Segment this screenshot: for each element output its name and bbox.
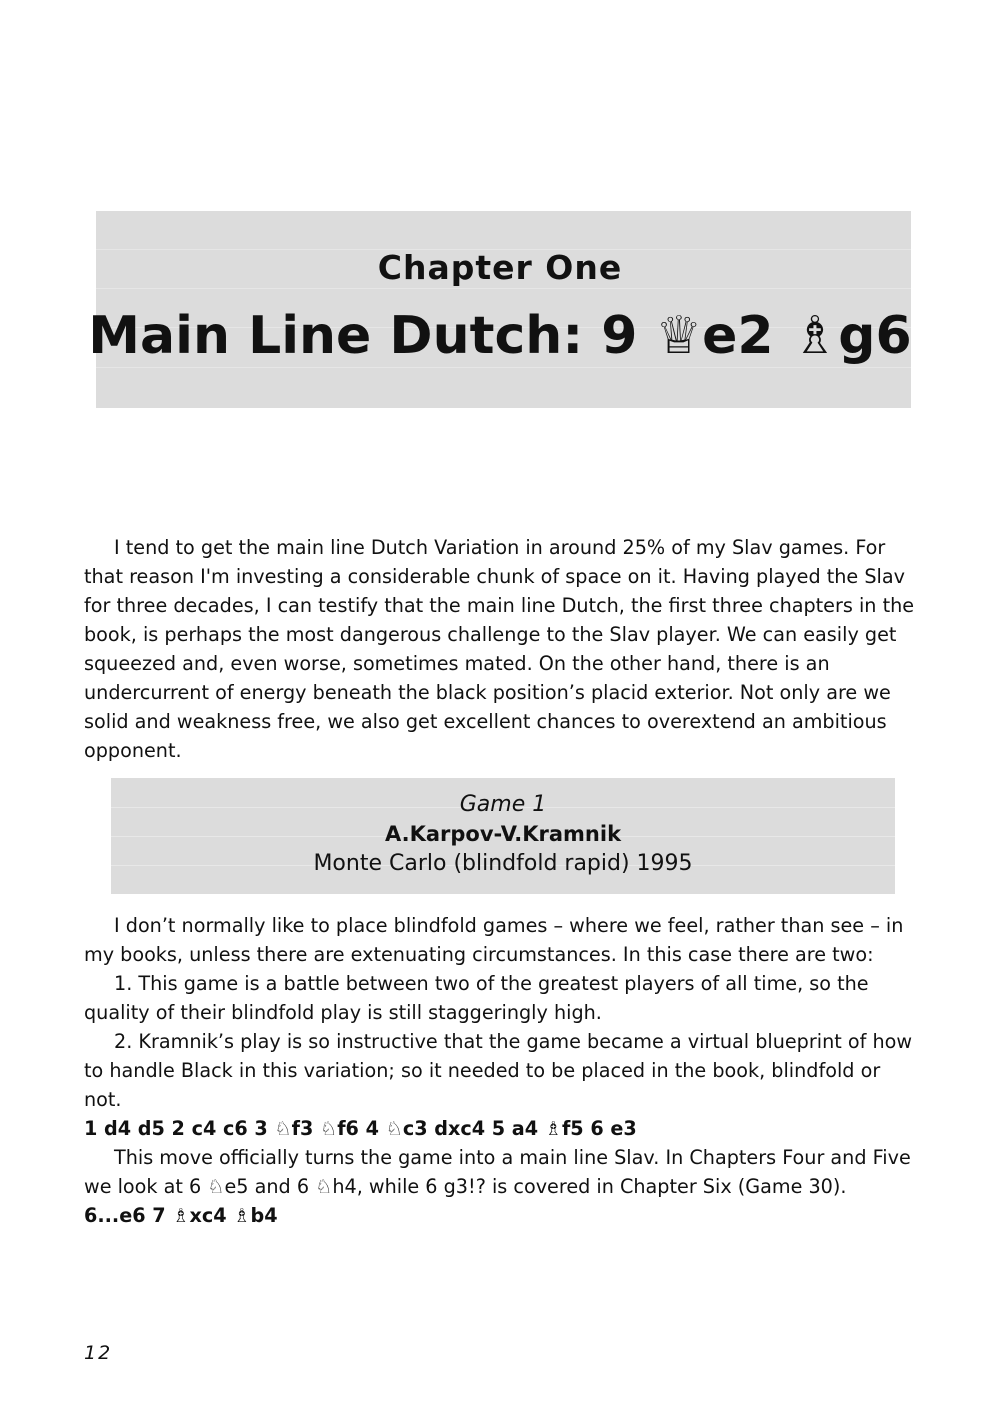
intro-section [84,533,916,765]
game-event: Monte Carlo (blindfold rapid) 1995 [313,851,693,876]
page-number: 12 [84,1342,113,1364]
game-commentary [84,911,916,1230]
move-sequence-2: 6...e6 7 ♗xc4 ♗b4 [84,1204,278,1227]
move-sequence-1: 1 d4 d5 2 c4 c6 3 ♘f3 ♘f6 4 ♘c3 dxc4 5 a4 ♗f5 6 e3 [84,1117,637,1140]
body-paragraph-4: This move officially turns the game into a main line Slav. In Chapters Four and Five we look at 6 ♘e5 and 6 ♘h4, while 6 g3!? is covered in Chapter Six (Game 30). [84,1146,911,1198]
intro-paragraph: I tend to get the main line Dutch Variation in around 25% of my Slav games. For that reason I'm investing a considerable chunk of space on it. Having played the Slav for three decades, I can testify that the main line Dutch, the first three chapters in the book, is perhaps the most dangerous challenge to the Slav player. We can easily get squeezed and, even worse, sometimes mated. On the other hand, there is an undercurrent of energy beneath the black position’s placid exterior. Not only are we solid and weakness free, we also get excellent chances to overextend an ambitious opponent. [84,536,915,762]
game-players: A.Karpov-V.Kramnik [384,822,622,846]
body-paragraph-3: 2. Kramnik’s play is so instructive that the game became a virtual blueprint of how to handle Black in this variation; so it needed to be placed in the book, blindfold or not. [84,1030,913,1111]
body-paragraph-2: 1. This game is a battle between two of the greatest players of all time, so the quality of their blindfold play is still staggeringly high. [84,972,869,1024]
game-label: Game 1 [459,792,547,817]
chapter-label: Chapter One [377,248,623,287]
body-paragraph-1: I don’t normally like to place blindfold games – where we feel, rather than see – in my books, unless there are extenuating circumstances. In this case there are two: [84,914,904,966]
chapter-title: Main Line Dutch: 9 ♕e2 ♗g6 [88,306,912,366]
